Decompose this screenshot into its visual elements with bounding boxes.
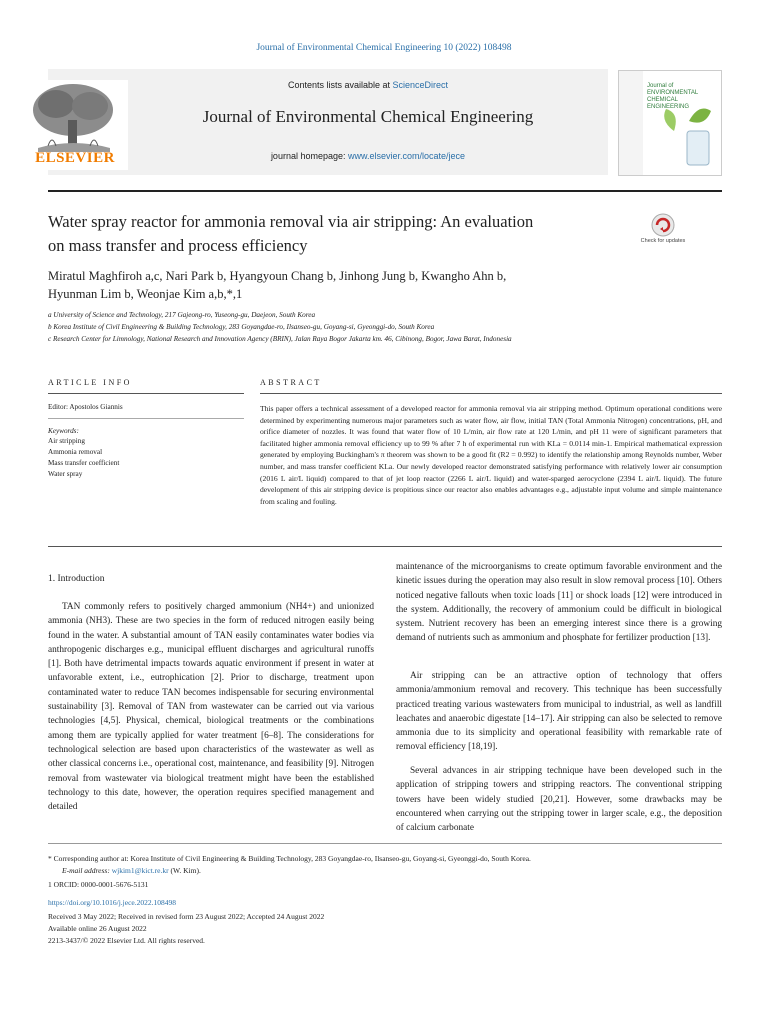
doi-link[interactable]: https://doi.org/10.1016/j.jece.2022.108498 — [48, 898, 176, 907]
badge-label: Check for updates — [640, 238, 686, 244]
check-for-updates-icon[interactable] — [648, 212, 678, 256]
email-suffix: (W. Kim). — [170, 866, 201, 875]
affiliation-a: a University of Science and Technology, 217 Gajeong-ro, Yuseong-gu, Daejeon, South Korea — [48, 311, 316, 319]
affiliation-b: b Korea Institute of Civil Engineering & Building Technology, 283 Goyangdae-ro, Ilsanseo-gu, Goyang-si, Gyeonggi-do, South Korea — [48, 323, 435, 331]
orcid-note[interactable]: 1 ORCID: 0000-0001-5676-5131 — [48, 880, 149, 889]
email-line — [62, 865, 201, 876]
keyword-item: Ammonia removal — [48, 448, 103, 456]
editor-rule — [48, 418, 244, 419]
title-line-2: on mass transfer and process efficiency — [48, 236, 308, 255]
keyword-item: Air stripping — [48, 437, 85, 445]
intro-right-paragraph-1: maintenance of the microorganisms to create optimum favorable environment and the kinetic issues during the operation may also result in slow removal process [10]. Others noticed negative fallouts when toxic loads [11] or shock loads [12] were introduced in the system. Additionally, the recovery of ammonium could be difficult in biological system. Nutrient recovery has been an emerging interest since there is a growing demand of nutrients such as ammonium and phosphate for fertilizer production [13]. — [396, 562, 722, 644]
journal-name: Journal of Environmental Chemical Engineering — [202, 107, 534, 126]
abstract-heading: ABSTRACT — [260, 378, 322, 387]
keyword-item: Water spray — [48, 470, 83, 478]
authors-line-2[interactable]: Hyunman Lim b, Weonjae Kim a,b,*,1 — [48, 287, 243, 301]
cover-artwork — [619, 71, 721, 175]
publisher-wordmark: ELSEVIER — [35, 150, 115, 166]
contents-prefix: Contents lists available at — [287, 80, 393, 90]
abstract-rule — [260, 393, 722, 394]
article-info-rule — [48, 393, 244, 394]
authors-line-1[interactable]: Miratul Maghfiroh a,c, Nari Park b, Hyangyoun Chang b, Jinhong Jung b, Kwangho Ahn b, — [48, 269, 507, 283]
email-label: E-mail address: — [62, 866, 110, 875]
footnote-rule — [48, 843, 722, 844]
abstract-bottom-rule — [48, 546, 722, 547]
homepage-link[interactable]: www.elsevier.com/locate/jece — [348, 151, 466, 161]
intro-right-paragraph-2: Air stripping can be an attractive option of technology that offers ammonia/ammonium removal and recovery. This technique has been successfully practiced treating various wastewaters from municipal to industrial, as well as landfill leachates and anaerobic digestate [14–17]. Air stripping can also be selected to remove ammonia due to its simplicity and operational feasibility with remarkable rate of removal efficiency [18,19]. — [396, 671, 722, 753]
article-info-heading: ARTICLE INFO — [48, 378, 132, 387]
contents-line — [128, 80, 608, 90]
keywords-label: Keywords: — [48, 427, 79, 435]
running-header[interactable]: Journal of Environmental Chemical Engineering 10 (2022) 108498 — [256, 43, 512, 53]
email-link[interactable]: wjkim1@kict.re.kr — [111, 866, 169, 875]
editor-line: Editor: Apostolos Giannis — [48, 403, 123, 411]
sciencedirect-link[interactable]: ScienceDirect — [392, 80, 449, 90]
journal-cover-image — [618, 70, 722, 176]
keyword-item: Mass transfer coefficient — [48, 459, 120, 467]
received-dates: Received 3 May 2022; Received in revised form 23 August 2022; Accepted 24 August 2022 — [48, 912, 325, 921]
header-rule — [48, 190, 722, 192]
intro-right-paragraph-3: Several advances in air stripping technique have been developed such in the application of stripping towers and stripping reactors. The conventional stripping towers have been widely studied [20,21]. However, some drawbacks may be encountered when carrying out the stripping tower in larger scale, e.g., the deposition of calcium carbonate — [396, 766, 722, 834]
authors — [48, 267, 648, 303]
cover-title: Journal of ENVIRONMENTAL CHEMICAL ENGINEERING — [647, 83, 699, 110]
abstract-text: This paper offers a technical assessment of a developed reactor for ammonia removal via air stripping method. Optimum operational conditions were determined by experimenting numerous major parameters such as water flow, air flow, initial TAN (Total Ammonia Nitrogen) concentrations, pH, and orifice diameter of nozzles. It was found that water flow of 10 L/min, air flow rate at 120 L/min, and pH 11 were of significant parameters that facilitated higher ammonia removal efficiency up to 99 % after 7 h of experimental run with KLa = 0.0114 min-1. Empirical mathematical expression generated by employing Buckingham's π theorem was shown to be a good fit (R2 = 0.992) to identify the relationship among Reynolds number, Weber number, and mass transfer coefficient KLa. Our newly developed reactor demonstrated satisfying performance with relatively lower air consumption (2016 L air/L liquid) compared to that of jet loop reactor (2266 L air/L liquid) and water-sparged aerocyclone (2394 L air/L liquid). The future development of this air stripping device is propitious since our reactor also enables advantages e.g., adjustable input volume and simple maintenance from scaling and fouling. — [260, 404, 722, 506]
available-online: Available online 26 August 2022 — [48, 924, 147, 933]
affiliation-c: c Research Center for Limnology, National Research and Innovation Agency (BRIN), Jalan Raya Bogor Jakarta km. 46, Cibinong, Bogor, Jawa Barat, Indonesia — [48, 335, 512, 343]
title-line-1: Water spray reactor for ammonia removal via air stripping: An evaluation — [48, 212, 534, 231]
homepage-prefix: journal homepage: — [270, 151, 348, 161]
copyright: 2213-3437/© 2022 Elsevier Ltd. All rights reserved. — [48, 936, 205, 945]
homepage-line — [128, 151, 608, 161]
corresponding-author-note: * Corresponding author at: Korea Institute of Civil Engineering & Building Technology, 283 Goyangdae-ro, Ilsanseo-gu, Goyang-si, Gyeonggi-do, South Korea. — [48, 854, 531, 863]
paper-title — [48, 210, 608, 258]
intro-heading: 1. Introduction — [48, 574, 105, 584]
intro-left-paragraph: TAN commonly refers to positively charged ammonium (NH4+) and unionized ammonia (NH3). These are two species in the form of reduced nitrogen easily being found in the water. A substantial amount of TAN easily contaminates water bodies via anthropogenic discharges e.g., municipal effluent discharges and agricultural runoffs [1]. Both have detrimental impacts towards aquatic environment if present in water at unfavorable extent, i.e., eutrophication [2]. Prior to discharge, treatment upon contaminated water to reduce TAN becomes indispensable for securing environmental sustainability [3]. Removal of TAN from wastewater can be carried out via various technologies [4,5]. Physical, chemical, biological treatments or the combinations among them are typically applied for water treatment [6–8]. The considerations for technological selection are based upon characteristics of the wastewater as well as other classical concerns i.e., operational cost, maintenance, and feasibility [9]. Nitrogen removal from wastewater via biological treatment might have been the established technology to this date, however, the operation requires specified management and detailed — [48, 602, 374, 813]
